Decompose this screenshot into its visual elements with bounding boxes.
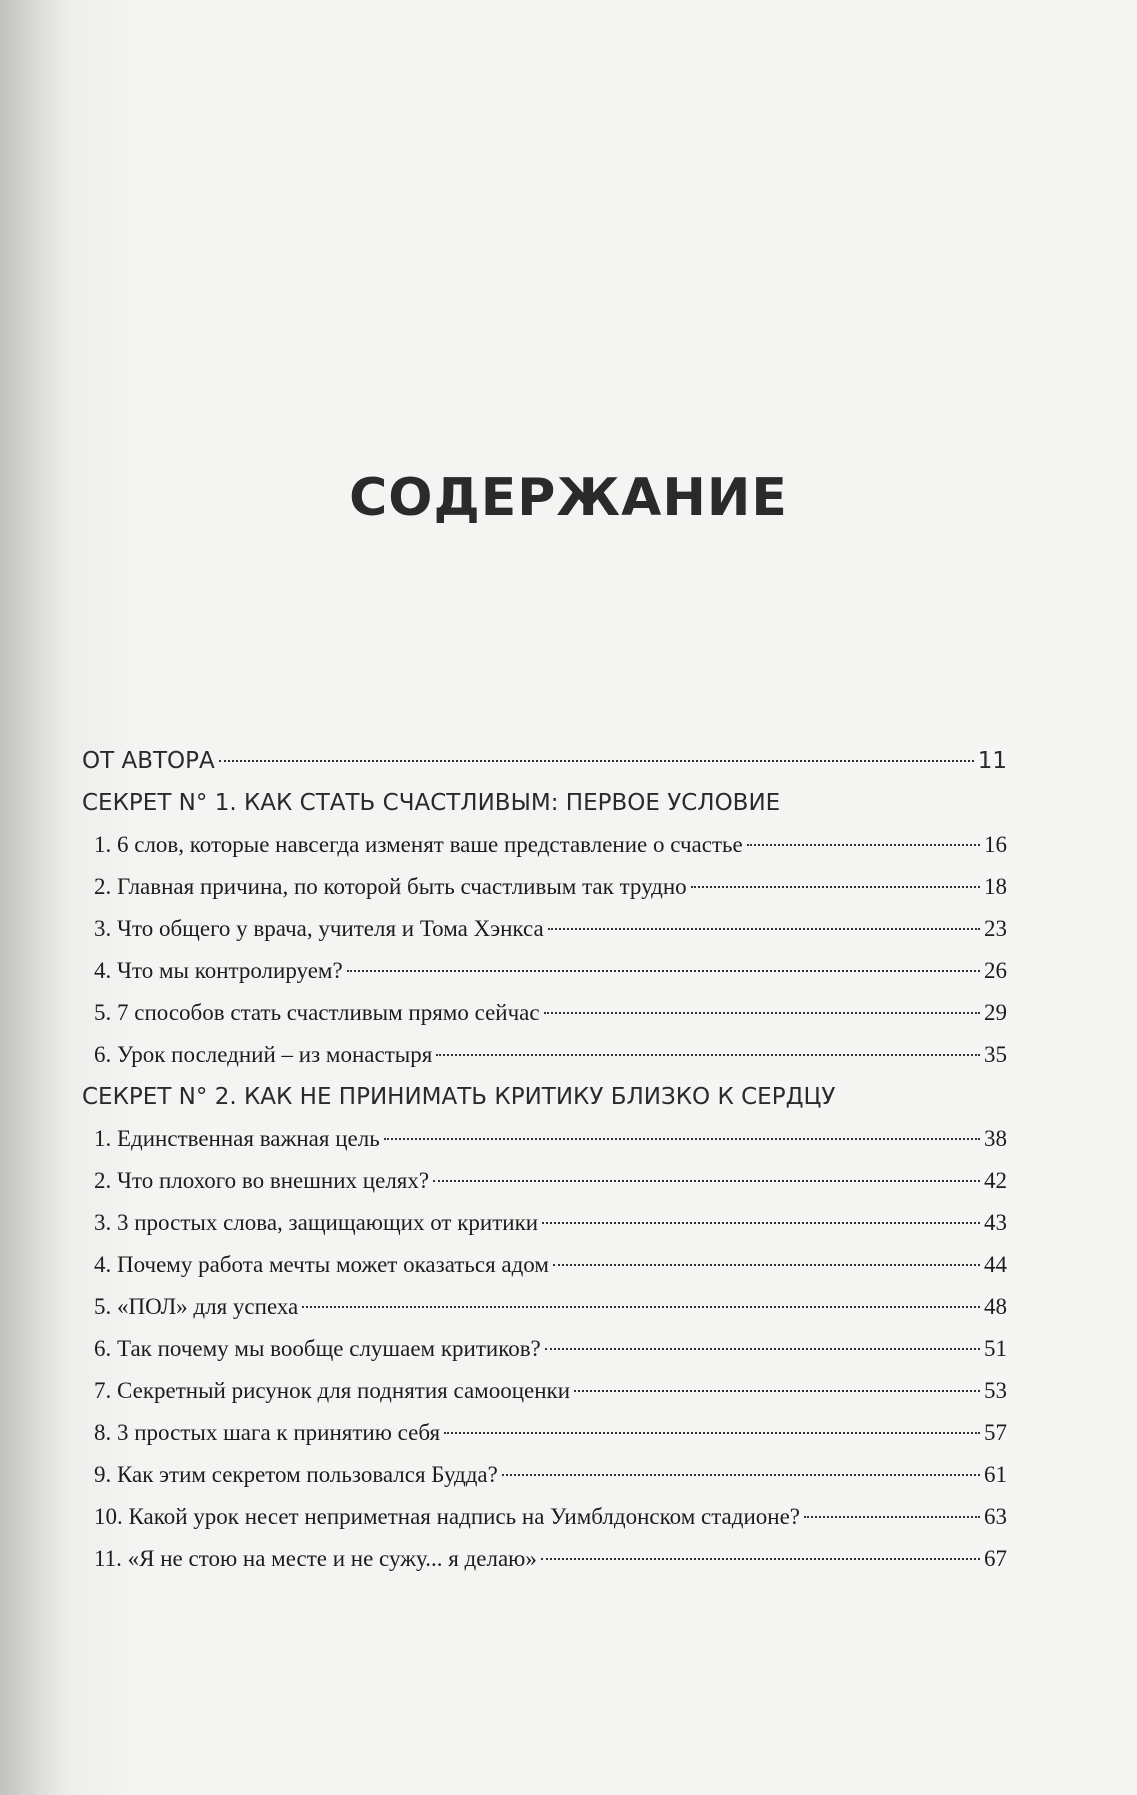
toc-entry-label: 6. Так почему мы вообще слушаем критиков? (94, 1336, 541, 1361)
toc-entry-page: 61 (984, 1462, 1007, 1487)
toc-entry-label: 3. 3 простых слова, защищающих от критики (94, 1210, 539, 1235)
toc-entry-page: 57 (984, 1420, 1007, 1445)
toc-entry[interactable] (82, 1118, 1007, 1160)
dot-leader (384, 1138, 980, 1140)
dot-leader (545, 1348, 980, 1350)
dot-leader (541, 1558, 980, 1560)
toc-entry-page: 18 (984, 874, 1007, 899)
toc-entry-page: 43 (984, 1210, 1007, 1235)
toc-entry-label: 8. 3 простых шага к принятию себя (94, 1420, 441, 1445)
toc-entry-page: 29 (984, 1000, 1007, 1025)
toc-entry-page: 23 (984, 916, 1007, 941)
toc-entry-label: 2. Главная причина, по которой быть счастливым так трудно (94, 874, 687, 899)
toc-entry[interactable] (82, 908, 1007, 950)
toc-entry-label: 1. Единственная важная цель (94, 1126, 380, 1151)
toc-entry-page: 42 (984, 1168, 1007, 1193)
toc-entry-page: 35 (984, 1042, 1007, 1067)
toc-entry-page: 11 (977, 748, 1007, 774)
dot-leader (302, 1306, 980, 1308)
toc-entry-page: 16 (984, 832, 1007, 857)
toc-entry-label: 5. 7 способов стать счастливым прямо сейчас (94, 1000, 540, 1025)
toc-entry-label: 6. Урок последний – из монастыря (94, 1042, 433, 1067)
toc-entry[interactable] (82, 1160, 1007, 1202)
toc-entry[interactable] (82, 824, 1007, 866)
toc-entry-label: 2. Что плохого во внешних целях? (94, 1168, 430, 1193)
toc-entry[interactable] (82, 1538, 1007, 1580)
toc-entry-page: 53 (984, 1378, 1007, 1403)
toc-entry[interactable] (82, 1328, 1007, 1370)
toc-entry-page: 63 (984, 1504, 1007, 1529)
section-heading-1: СЕКРЕТ N° 1. КАК СТАТЬ СЧАСТЛИВЫМ: ПЕРВОЕ УСЛОВИЕ (82, 790, 781, 816)
toc-entry-label: 5. «ПОЛ» для успеха (94, 1294, 299, 1319)
toc-entry[interactable] (82, 1202, 1007, 1244)
toc-entry-label: 10. Какой урок несет неприметная надпись на Уимблдонском стадионе? (94, 1504, 800, 1529)
toc-entry-label: 1. 6 слов, которые навсегда изменят ваше представление о счастье (94, 832, 743, 857)
page-title: СОДЕРЖАНИЕ (349, 468, 788, 528)
toc-entry-label: 7. Секретный рисунок для поднятия самооценки (94, 1378, 571, 1403)
dot-leader (574, 1390, 980, 1392)
toc-entry-label: ОТ АВТОРА (82, 748, 215, 774)
toc-entry-label: 4. Почему работа мечты может оказаться адом (94, 1252, 549, 1277)
toc-entry[interactable] (82, 1286, 1007, 1328)
toc-entry-page: 26 (984, 958, 1007, 983)
toc-entry-page: 44 (984, 1252, 1007, 1277)
dot-leader (444, 1432, 980, 1434)
toc-entry[interactable] (82, 1412, 1007, 1454)
toc-entry[interactable] (82, 1034, 1007, 1076)
toc-entry-label: 4. Что мы контролируем? (94, 958, 343, 983)
section-heading-2: СЕКРЕТ N° 2. КАК НЕ ПРИНИМАТЬ КРИТИКУ БЛИЗКО К СЕРДЦУ (82, 1084, 836, 1110)
toc-entry[interactable] (82, 1244, 1007, 1286)
toc-entry-label: 9. Как этим секретом пользовался Будда? (94, 1462, 498, 1487)
dot-leader (502, 1474, 980, 1476)
toc-entry-page: 38 (984, 1126, 1007, 1151)
dot-leader (544, 1012, 980, 1014)
toc-entry-label: 3. Что общего у врача, учителя и Тома Хэнкса (94, 916, 544, 941)
table-of-contents (82, 740, 1007, 1580)
toc-entry[interactable] (82, 1370, 1007, 1412)
toc-entry[interactable] (82, 950, 1007, 992)
dot-leader (347, 970, 980, 972)
dot-leader (219, 760, 974, 762)
dot-leader (548, 928, 980, 930)
dot-leader (691, 886, 980, 888)
dot-leader (433, 1180, 980, 1182)
toc-entry-author[interactable] (82, 740, 1007, 782)
toc-entry-label: 11. «Я не стою на месте и не сужу... я делаю» (94, 1546, 537, 1571)
toc-entry[interactable] (82, 992, 1007, 1034)
dot-leader (553, 1264, 980, 1266)
dot-leader (804, 1516, 980, 1518)
toc-entry-page: 67 (984, 1546, 1007, 1571)
page-gutter-shadow (0, 0, 70, 1795)
toc-entry[interactable] (82, 866, 1007, 908)
dot-leader (436, 1054, 980, 1056)
toc-entry[interactable] (82, 1496, 1007, 1538)
toc-entry[interactable] (82, 1454, 1007, 1496)
dot-leader (542, 1222, 980, 1224)
dot-leader (747, 844, 980, 846)
toc-entry-page: 48 (984, 1294, 1007, 1319)
toc-entry-page: 51 (984, 1336, 1007, 1361)
